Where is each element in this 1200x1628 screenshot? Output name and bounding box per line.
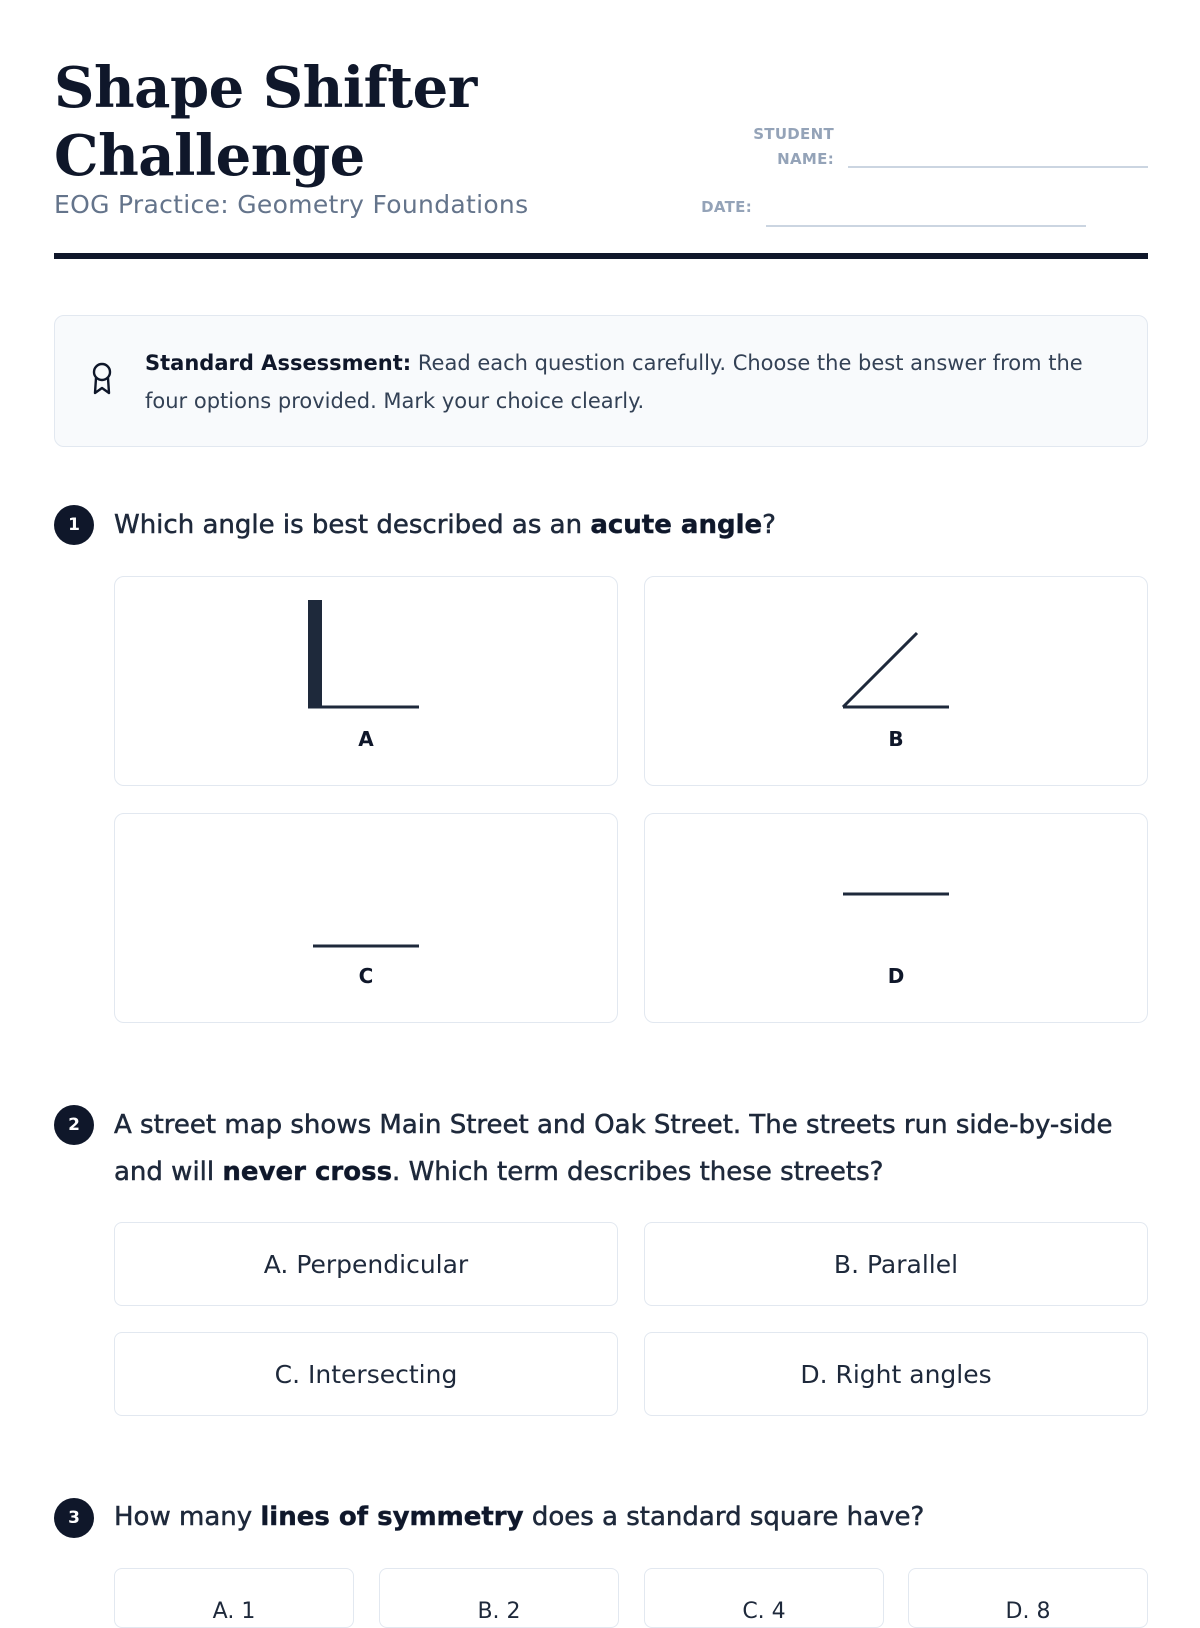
date-label: DATE: — [701, 198, 752, 216]
instructions-body: Read each question carefully. Choose the best answer from the four options provided. Mark your choice clearly. — [145, 351, 1083, 413]
option-letter: B — [888, 727, 904, 751]
option-letter: D — [887, 964, 905, 988]
question-3-option-b[interactable]: B. 2 — [379, 1568, 619, 1628]
instructions-box — [54, 315, 1148, 447]
question-1-option-b[interactable] — [644, 576, 1148, 786]
question-2-text — [114, 1102, 1148, 1196]
header-divider — [54, 253, 1148, 259]
question-1-text — [114, 502, 1148, 549]
question-2-option-d[interactable]: D. Right angles — [644, 1332, 1148, 1416]
date-field[interactable] — [766, 225, 1086, 227]
question-1-option-c[interactable] — [114, 813, 618, 1023]
straight-line-figure — [115, 814, 617, 1022]
straight-line-figure — [645, 814, 1147, 1022]
worksheet-page — [54, 0, 1148, 1624]
question-2-number: 2 — [54, 1105, 94, 1145]
instructions-text — [145, 344, 1125, 420]
question-2-option-b[interactable]: B. Parallel — [644, 1222, 1148, 1306]
question-1-text-bold: acute angle — [590, 510, 763, 540]
page-title: Shape Shifter Challenge — [54, 55, 477, 189]
question-2-option-a[interactable]: A. Perpendicular — [114, 1222, 618, 1306]
question-3-text-bold: lines of symmetry — [260, 1502, 524, 1532]
question-1-number: 1 — [54, 505, 94, 545]
option-letter: C — [358, 964, 374, 988]
question-2-text-bold: never cross — [222, 1157, 393, 1187]
instructions-lead: Standard Assessment: — [145, 351, 412, 375]
question-2-option-c[interactable]: C. Intersecting — [114, 1332, 618, 1416]
question-1-option-a[interactable] — [114, 576, 618, 786]
page-subtitle: EOG Practice: Geometry Foundations — [54, 190, 529, 219]
question-1-text-part: Which angle is best described as an — [114, 510, 591, 540]
student-name-field[interactable] — [848, 166, 1148, 168]
student-name-label — [714, 122, 834, 172]
question-1-text-end: ? — [762, 510, 776, 540]
question-2-text-end: . Which term describes these streets? — [392, 1157, 884, 1187]
question-3-number: 3 — [54, 1498, 94, 1538]
question-3-text-part: How many — [114, 1502, 261, 1532]
acute-angle-figure — [645, 577, 1147, 785]
question-2-text-part: A street map shows Main Street and Oak Street. The streets run side-by-side and will — [114, 1110, 1113, 1187]
question-3-text-end: does a standard square have? — [523, 1502, 925, 1532]
question-3-option-c[interactable]: C. 4 — [644, 1568, 884, 1628]
award-icon — [89, 360, 115, 396]
student-name-label-line2: NAME: — [777, 150, 834, 168]
question-3-text — [114, 1494, 1148, 1541]
question-3-option-d[interactable]: D. 8 — [908, 1568, 1148, 1628]
right-angle-figure — [115, 577, 617, 785]
question-1-option-d[interactable] — [644, 813, 1148, 1023]
student-name-label-line1: STUDENT — [753, 125, 834, 143]
option-letter: A — [358, 727, 374, 751]
question-3-option-a[interactable]: A. 1 — [114, 1568, 354, 1628]
